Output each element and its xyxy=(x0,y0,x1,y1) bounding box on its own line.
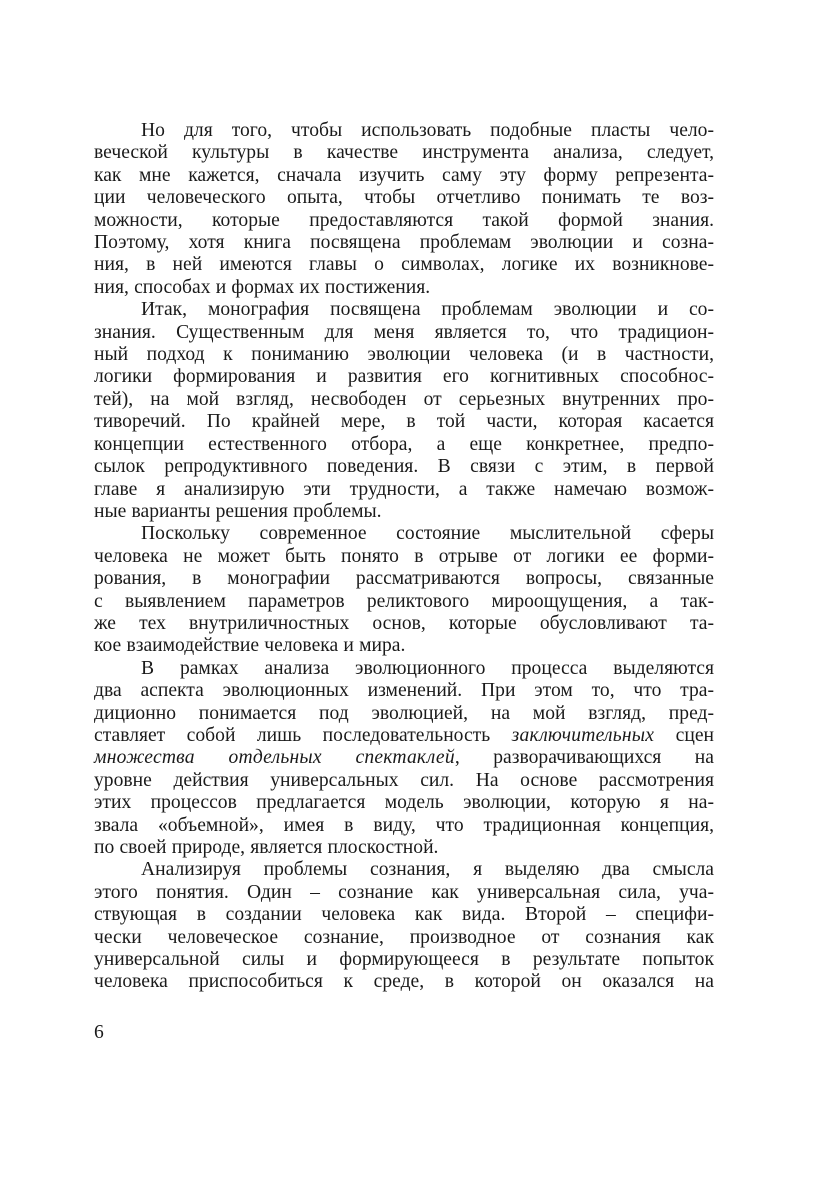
page-number: 6 xyxy=(94,1022,104,1043)
text-line: В рамках анализа эволюционного процесса выделяются xyxy=(141,657,714,679)
text-line: звала «объемной», имея в виду, что традиционная концепция, xyxy=(94,814,714,836)
text-line: Поскольку современное состояние мыслительной сферы xyxy=(141,523,714,545)
text-line: Но для того, чтобы использовать подобные пласты чело- xyxy=(141,120,714,141)
text-line xyxy=(94,725,714,747)
text-line: ный подход к пониманию эволюции человека (и в частности, xyxy=(94,344,714,366)
text-run: сцен xyxy=(675,724,715,746)
text-line: уровне действия универсальных сил. На основе рассмотрения xyxy=(94,769,714,791)
text-line: логики формирования и развития его когнитивных способнос- xyxy=(94,366,714,388)
text-line: универсальной силы и формирующееся в результате попыток xyxy=(94,949,714,971)
text-line: можности, которые предоставляются такой формой знания. xyxy=(94,209,714,231)
text-line: кое взаимодействие человека и мира. xyxy=(94,635,406,657)
text-line: ния, способах и формах их постижения. xyxy=(94,276,431,298)
text-line: человека не может быть понято в отрыве от логики ее форми- xyxy=(94,545,714,567)
paragraph-5 xyxy=(94,859,714,993)
text-run: ставляет собой лишь последовательность xyxy=(94,724,491,746)
text-line: ции человеческого опыта, чтобы отчетливо понимать те воз- xyxy=(94,187,714,209)
text-line: ния, в ней имеются главы о символах, логике их возникнове- xyxy=(94,254,714,276)
text-line: ные варианты решения проблемы. xyxy=(94,500,382,522)
emphasis-text: заключительных xyxy=(511,724,655,746)
paragraph-1 xyxy=(94,120,714,299)
text-line: концепции естественного отбора, а еще конкретнее, предпо- xyxy=(94,433,714,455)
text-line: этих процессов предлагается модель эволюции, которую я на- xyxy=(94,792,714,814)
text-line: тиворечий. По крайней мере, в той части, которая касается xyxy=(94,411,714,433)
text-line: веческой культуры в качестве инструмента анализа, следует, xyxy=(94,142,714,164)
text-line: этого понятия. Один – сознание как универсальная сила, уча- xyxy=(94,881,714,903)
paragraph-2 xyxy=(94,299,714,523)
text-line: Анализируя проблемы сознания, я выделяю два смысла xyxy=(141,859,714,881)
text-line: рования, в монографии рассматриваются вопросы, связанные xyxy=(94,568,714,590)
text-run: , разворачивающихся на xyxy=(454,747,714,769)
text-line: ствующая в создании человека как вида. Второй – специфи- xyxy=(94,904,714,926)
text-line: главе я анализирую эти трудности, а также намечаю возмож- xyxy=(94,478,714,500)
text-line: по своей природе, является плоскостной. xyxy=(94,837,439,858)
text-line: человека приспособиться к среде, в которой он оказался на xyxy=(94,971,714,993)
text-line: диционно понимается под эволюцией, на мой взгляд, пред- xyxy=(94,702,714,724)
text-line: Итак, монография посвящена проблемам эволюции и со- xyxy=(141,299,714,321)
text-line: тей), на мой взгляд, несвободен от серьезных внутренних про- xyxy=(94,388,714,410)
text-line xyxy=(94,747,714,769)
text-line: два аспекта эволюционных изменений. При этом то, что тра- xyxy=(94,680,714,702)
text-line: Поэтому, хотя книга посвящена проблемам эволюции и созна- xyxy=(94,232,714,254)
text-line: как мне кажется, сначала изучить саму эту форму репрезента- xyxy=(94,164,714,186)
paragraph-3 xyxy=(94,523,714,657)
text-line: с выявлением параметров реликтового мироощущения, а так- xyxy=(94,590,714,612)
text-line: чески человеческое сознание, производное от сознания как xyxy=(94,926,714,948)
emphasis-text: множества отдельных спектаклей xyxy=(94,747,455,769)
text-line: знания. Существенным для меня является то, что традицион- xyxy=(94,321,714,343)
paragraph-4 xyxy=(94,658,714,860)
page-body xyxy=(94,120,714,994)
text-line: сылок репродуктивного поведения. В связи с этим, в первой xyxy=(94,456,714,478)
text-line: же тех внутриличностных основ, которые обусловливают та- xyxy=(94,612,714,634)
